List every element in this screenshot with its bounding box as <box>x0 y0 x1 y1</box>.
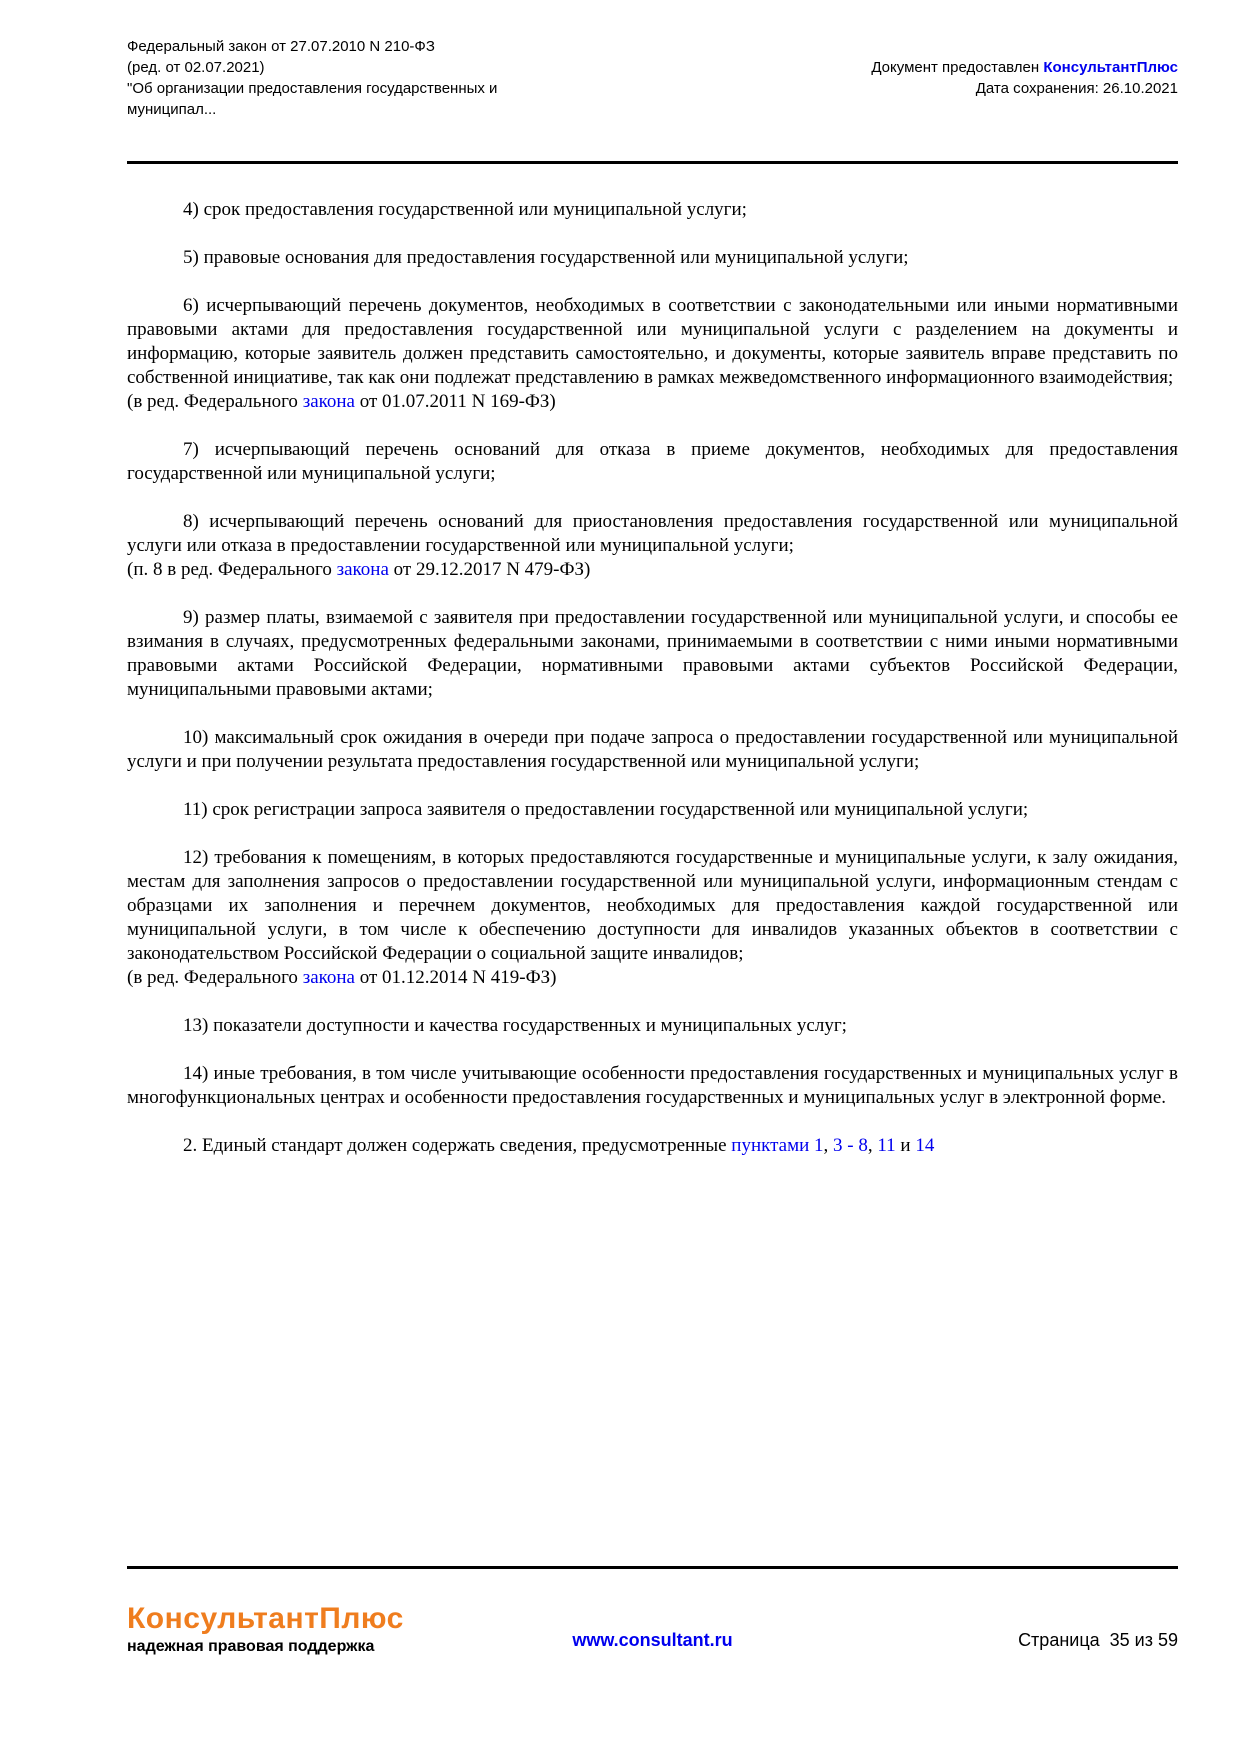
inline-link[interactable]: 14 <box>915 1135 935 1156</box>
text-segment: 8) исчерпывающий перечень оснований для приостановления предоставления государственной или муниципальной услуги или отказа в предоставлении государственной или муниципальной услуги; <box>127 511 1178 556</box>
text-segment: 13) показатели доступности и качества государственных и муниципальных услуг; <box>183 1015 847 1036</box>
provided-line <box>871 57 1178 78</box>
page-header <box>127 0 1178 120</box>
body-paragraph <box>127 1062 1178 1110</box>
body-paragraph <box>127 438 1178 486</box>
body-paragraph <box>127 198 1178 222</box>
logo-text: КонсультантПлюс <box>127 1602 404 1635</box>
text-segment: 7) исчерпывающий перечень оснований для отказа в приеме документов, необходимых для предоставления государственной или муниципальной услуги; <box>127 439 1178 484</box>
provided-prefix: Документ предоставлен <box>871 59 1044 76</box>
body-paragraph <box>127 1014 1178 1038</box>
document-body <box>127 198 1178 1158</box>
body-paragraph <box>127 726 1178 774</box>
inline-link[interactable]: закона <box>302 967 355 988</box>
text-segment: 4) срок предоставления государственной или муниципальной услуги; <box>183 199 747 220</box>
site-link[interactable]: www.consultant.ru <box>572 1630 733 1650</box>
inline-link[interactable]: 3 - 8 <box>833 1135 868 1156</box>
amendment-note <box>127 558 1178 582</box>
body-paragraph <box>127 1134 1178 1158</box>
text-segment: и <box>895 1135 916 1156</box>
header-divider <box>127 161 1178 164</box>
body-paragraph <box>127 846 1178 966</box>
text-segment: 6) исчерпывающий перечень документов, необходимых в соответствии с законодательными или иными нормативными правовыми актами для предоставления государственной или муниципальной услуги с разделением на документы и информацию, которые заявитель должен представить самостоятельно, и документы, которые заявитель вправе представить по собственной инициативе, так как они подлежат представлению в рамках межведомственного информационного взаимодействия; <box>127 295 1178 388</box>
text-segment: от 29.12.2017 N 479-ФЗ) <box>388 559 591 580</box>
body-paragraph <box>127 246 1178 270</box>
save-date: Дата сохранения: 26.10.2021 <box>975 80 1178 97</box>
text-segment: 14) иные требования, в том числе учитывающие особенности предоставления государственных и муниципальных услуг в многофункциональных центрах и особенности предоставления государственных и муниципальных услуг в электронной форме. <box>127 1063 1178 1108</box>
inline-link[interactable]: пунктами 1 <box>731 1135 824 1156</box>
text-segment: , <box>867 1135 878 1156</box>
body-paragraph <box>127 798 1178 822</box>
text-segment: 9) размер платы, взимаемой с заявителя при предоставлении государственной или муниципальной услуги, и способы ее взимания в случаях, предусмотренных федеральными законами, принимаемыми в соответствии с ними иными нормативными правовыми актами Российской Федерации, нормативными правовыми актами субъектов Российской Федерации, муниципальными правовыми актами; <box>127 607 1178 700</box>
text-segment: 10) максимальный срок ожидания в очереди при подаче запроса о предоставлении государственной или муниципальной услуги и при получении результата предоставления государственной или муниципальной услуги; <box>127 727 1178 772</box>
document-title <box>127 36 497 120</box>
inline-link[interactable]: закона <box>302 391 355 412</box>
text-segment: от 01.12.2014 N 419-ФЗ) <box>355 967 557 988</box>
text-segment: (п. 8 в ред. Федерального <box>127 559 337 580</box>
consultantplus-link[interactable]: КонсультантПлюс <box>1043 59 1178 76</box>
consultantplus-logo <box>127 1603 572 1657</box>
inline-link[interactable]: закона <box>336 559 389 580</box>
doc-title-line-4: муниципал... <box>127 101 217 118</box>
text-segment: от 01.07.2011 N 169-ФЗ) <box>355 391 556 412</box>
amendment-note <box>127 390 1178 414</box>
page-number: Страница 35 из 59 <box>1018 1630 1178 1650</box>
text-segment: , <box>823 1135 834 1156</box>
amendment-note <box>127 966 1178 990</box>
text-segment: 12) требования к помещениям, в которых предоставляются государственные и муниципальные услуги, к залу ожидания, местам для заполнения запросов о предоставлении государственной или муниципальной услуги, информационным стендам с образцами их заполнения и перечнем документов, необходимых для предоставления каждой государственной или муниципальной услуги, в том числе к обеспечению доступности для инвалидов указанных объектов в соответствии с законодательством Российской Федерации о социальной защите инвалидов; <box>127 847 1178 964</box>
doc-title-line-1: Федеральный закон от 27.07.2010 N 210-ФЗ <box>127 38 435 55</box>
text-segment: (в ред. Федерального <box>127 391 303 412</box>
inline-link[interactable]: 11 <box>877 1135 896 1156</box>
body-paragraph <box>127 510 1178 558</box>
document-provided-block <box>871 36 1178 120</box>
doc-title-line-2: (ред. от 02.07.2021) <box>127 59 265 76</box>
text-segment: 11) срок регистрации запроса заявителя о предоставлении государственной или муниципальной услуги; <box>183 799 1029 820</box>
text-segment: 2. Единый стандарт должен содержать сведения, предусмотренные <box>183 1135 732 1156</box>
text-segment: 5) правовые основания для предоставления государственной или муниципальной услуги; <box>183 247 909 268</box>
body-paragraph <box>127 606 1178 702</box>
logo-tagline: надежная правовая поддержка <box>127 1638 375 1655</box>
page-footer <box>127 1566 1178 1657</box>
text-segment: (в ред. Федерального <box>127 967 303 988</box>
body-paragraph <box>127 294 1178 390</box>
doc-title-line-3: "Об организации предоставления государственных и <box>127 80 498 97</box>
footer-divider <box>127 1566 1178 1569</box>
